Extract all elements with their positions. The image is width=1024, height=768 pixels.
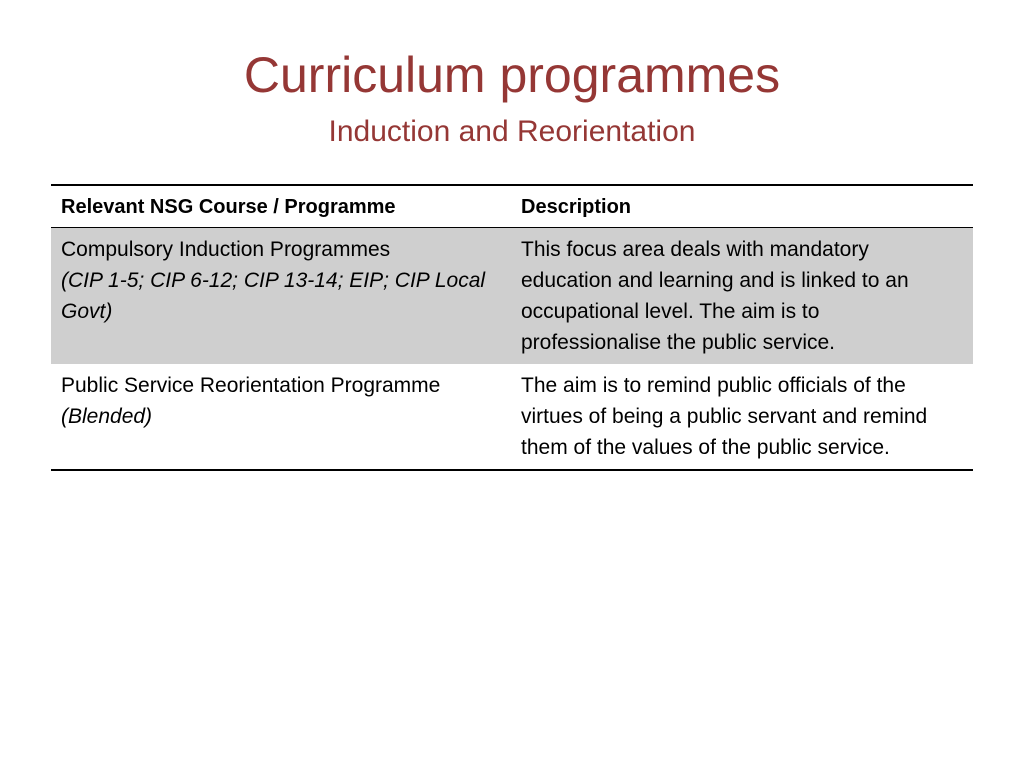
programme-table [51, 184, 973, 471]
programme-note: (Blended) [61, 405, 153, 428]
header-programme: Relevant NSG Course / Programme [51, 185, 511, 228]
programme-name: Compulsory Induction Programmes [61, 238, 391, 261]
programme-cell [51, 228, 511, 365]
description-cell: The aim is to remind public officials of the virtues of being a public servant and remind them of the values of the public service. [521, 374, 928, 459]
table-row [51, 228, 973, 365]
programme-note: (CIP 1-5; CIP 6-12; CIP 13-14; EIP; CIP Local Govt) [61, 269, 486, 323]
programme-cell [51, 364, 511, 470]
table-row [51, 364, 973, 470]
header-description: Description [511, 185, 973, 228]
description-cell: This focus area deals with mandatory education and learning and is linked to an occupational level. The aim is to professionalise the public service. [511, 228, 973, 365]
table-header-row [51, 185, 973, 228]
slide-subtitle: Induction and Reorientation [328, 115, 696, 148]
programme-name: Public Service Reorientation Programme [61, 374, 441, 397]
slide-title: Curriculum programmes [243, 47, 781, 103]
